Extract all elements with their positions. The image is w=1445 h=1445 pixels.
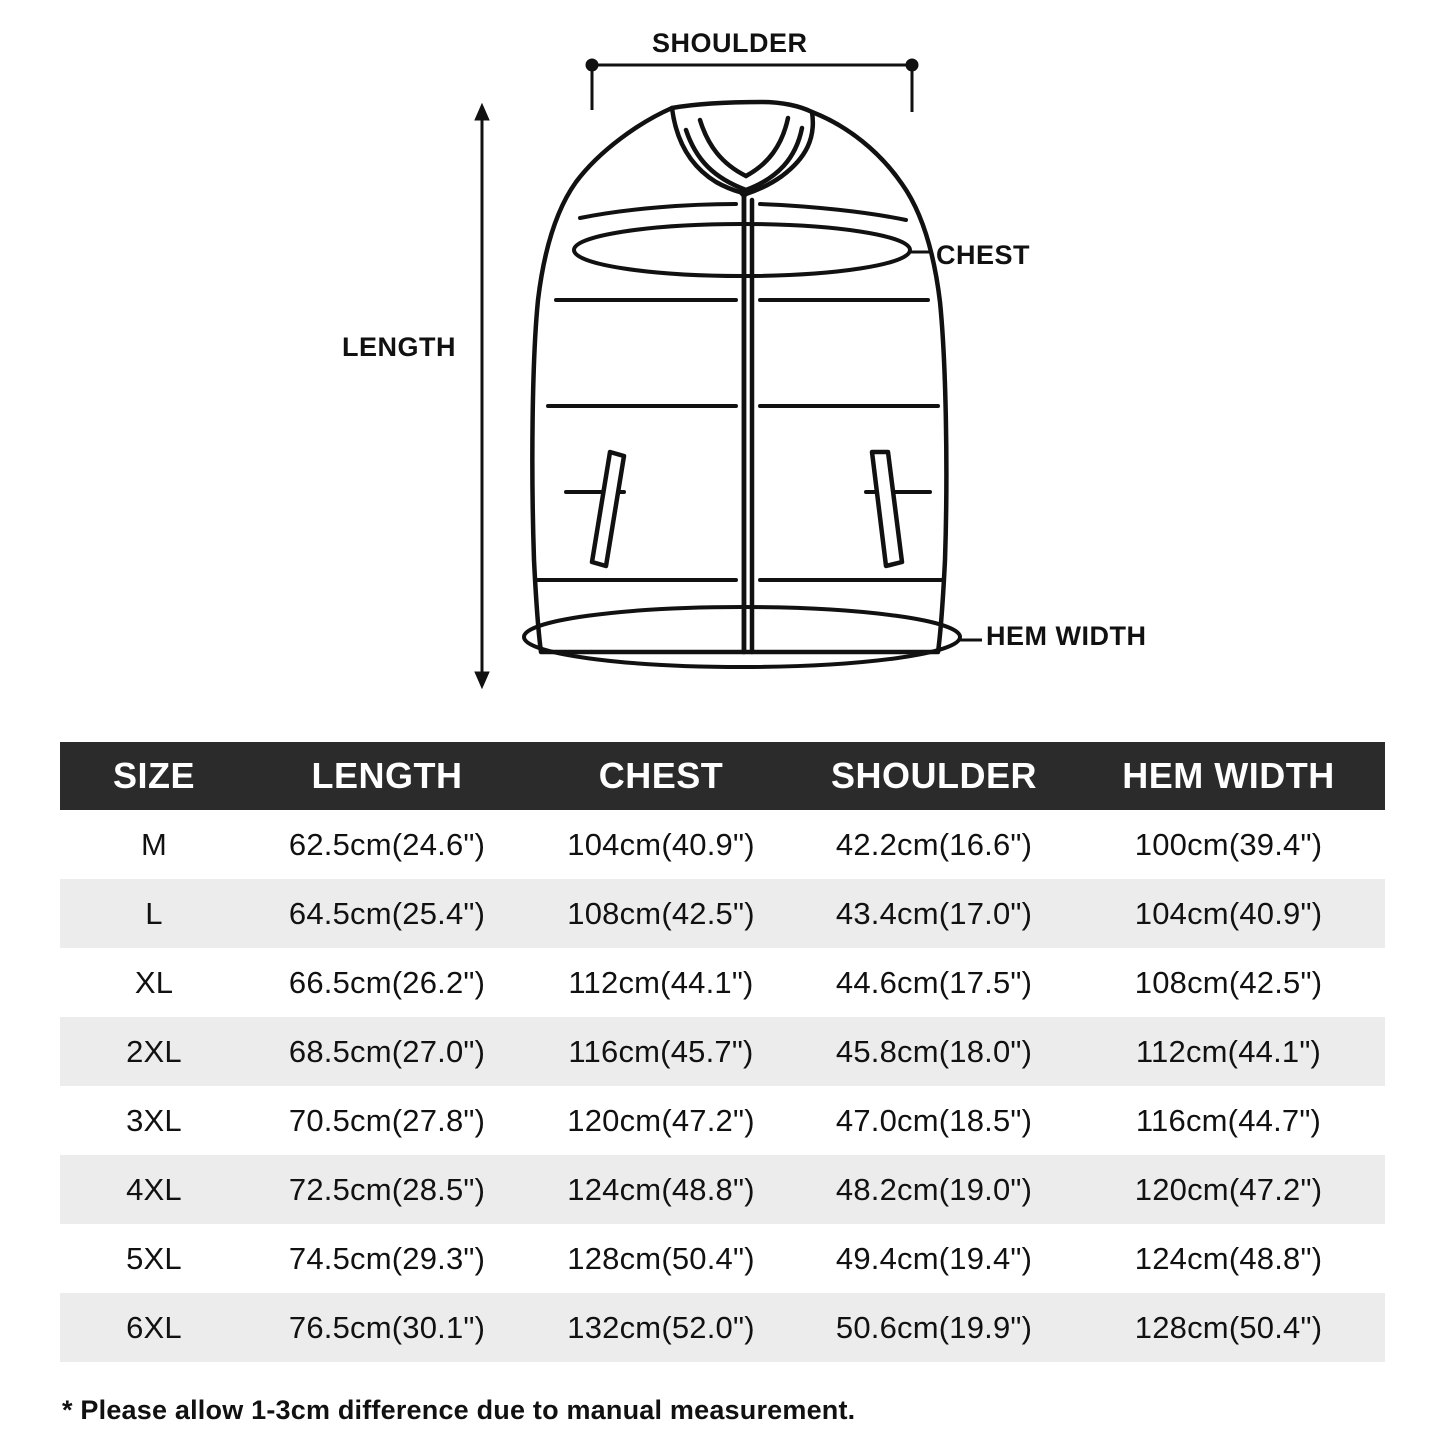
vest-outline — [532, 102, 946, 652]
vest-illustration — [0, 0, 1445, 720]
diagram-label-length: LENGTH — [342, 332, 456, 362]
cell-hem-width: 116cm(44.7") — [1072, 1086, 1385, 1155]
cell-chest: 120cm(47.2") — [526, 1086, 796, 1155]
cell-shoulder: 49.4cm(19.4") — [796, 1224, 1072, 1293]
cell-shoulder: 48.2cm(19.0") — [796, 1155, 1072, 1224]
cell-shoulder: 44.6cm(17.5") — [796, 948, 1072, 1017]
cell-length: 64.5cm(25.4") — [248, 879, 526, 948]
cell-chest: 128cm(50.4") — [526, 1224, 796, 1293]
cell-size: M — [60, 810, 248, 879]
cell-hem-width: 108cm(42.5") — [1072, 948, 1385, 1017]
cell-length: 76.5cm(30.1") — [248, 1293, 526, 1362]
table-header-chest: CHEST — [526, 742, 796, 810]
cell-size: 3XL — [60, 1086, 248, 1155]
cell-size: L — [60, 879, 248, 948]
cell-length: 72.5cm(28.5") — [248, 1155, 526, 1224]
table-header-row — [60, 742, 1385, 810]
table-row — [60, 1017, 1385, 1086]
cell-size: 5XL — [60, 1224, 248, 1293]
table-row — [60, 1155, 1385, 1224]
table-header-shoulder: SHOULDER — [796, 742, 1072, 810]
cell-length: 68.5cm(27.0") — [248, 1017, 526, 1086]
cell-chest: 124cm(48.8") — [526, 1155, 796, 1224]
size-table — [60, 742, 1385, 1362]
diagram-label-hem-width: HEM WIDTH — [986, 621, 1147, 651]
cell-chest: 112cm(44.1") — [526, 948, 796, 1017]
cell-hem-width: 124cm(48.8") — [1072, 1224, 1385, 1293]
cell-size: XL — [60, 948, 248, 1017]
cell-length: 74.5cm(29.3") — [248, 1224, 526, 1293]
cell-hem-width: 112cm(44.1") — [1072, 1017, 1385, 1086]
table-row — [60, 1224, 1385, 1293]
cell-length: 66.5cm(26.2") — [248, 948, 526, 1017]
cell-shoulder: 42.2cm(16.6") — [796, 810, 1072, 879]
measurement-footnote: * Please allow 1-3cm difference due to manual measurement. — [62, 1395, 856, 1425]
cell-size: 2XL — [60, 1017, 248, 1086]
cell-hem-width: 120cm(47.2") — [1072, 1155, 1385, 1224]
table-row — [60, 1086, 1385, 1155]
cell-chest: 104cm(40.9") — [526, 810, 796, 879]
cell-chest: 108cm(42.5") — [526, 879, 796, 948]
cell-length: 62.5cm(24.6") — [248, 810, 526, 879]
cell-size: 6XL — [60, 1293, 248, 1362]
cell-shoulder: 50.6cm(19.9") — [796, 1293, 1072, 1362]
cell-size: 4XL — [60, 1155, 248, 1224]
cell-hem-width: 104cm(40.9") — [1072, 879, 1385, 948]
table-row — [60, 879, 1385, 948]
table-row — [60, 948, 1385, 1017]
table-row — [60, 810, 1385, 879]
length-measure-arrow — [475, 104, 489, 688]
table-row — [60, 1293, 1385, 1362]
cell-chest: 132cm(52.0") — [526, 1293, 796, 1362]
cell-shoulder: 43.4cm(17.0") — [796, 879, 1072, 948]
table-header-length: LENGTH — [248, 742, 526, 810]
table-header-size: SIZE — [60, 742, 248, 810]
cell-hem-width: 100cm(39.4") — [1072, 810, 1385, 879]
cell-shoulder: 45.8cm(18.0") — [796, 1017, 1072, 1086]
size-chart-diagram — [0, 0, 1445, 720]
cell-chest: 116cm(45.7") — [526, 1017, 796, 1086]
table-header-hem-width: HEM WIDTH — [1072, 742, 1385, 810]
size-table-container — [60, 742, 1385, 1362]
diagram-label-chest: CHEST — [936, 240, 1031, 270]
cell-length: 70.5cm(27.8") — [248, 1086, 526, 1155]
diagram-label-shoulder: SHOULDER — [652, 28, 808, 58]
cell-shoulder: 47.0cm(18.5") — [796, 1086, 1072, 1155]
cell-hem-width: 128cm(50.4") — [1072, 1293, 1385, 1362]
